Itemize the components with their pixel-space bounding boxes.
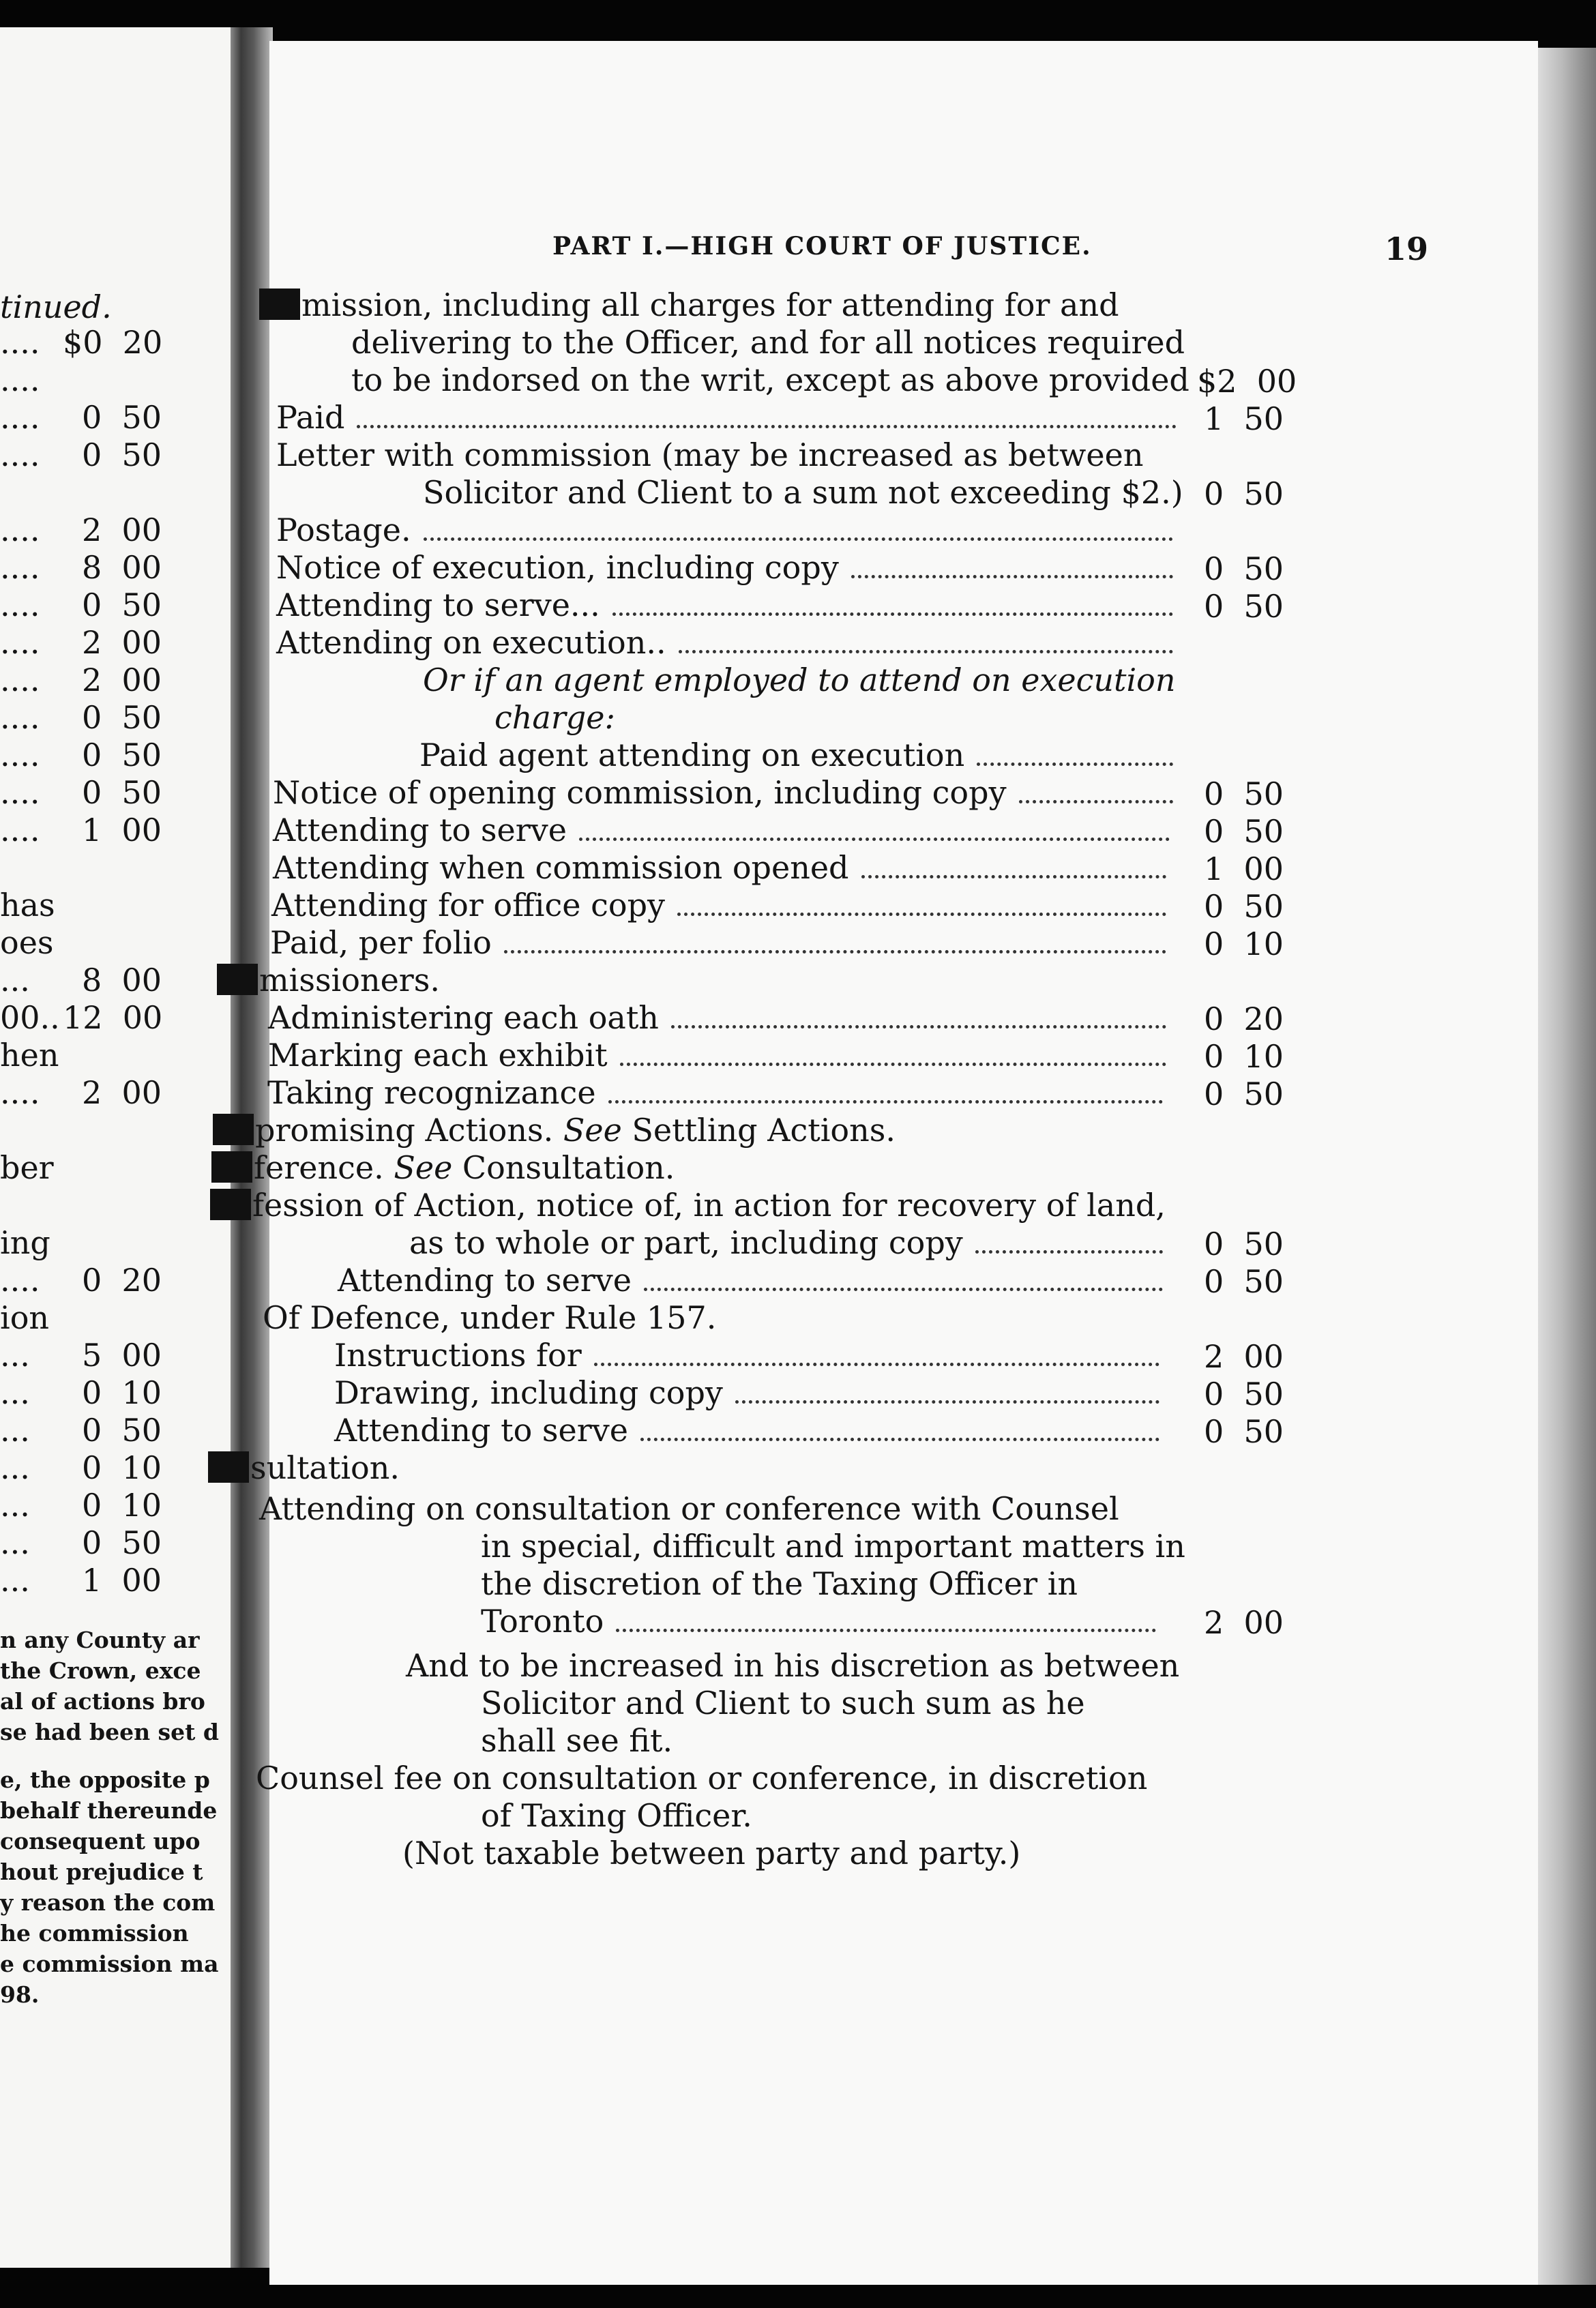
tariff-line — [256, 1760, 1147, 1796]
tariff-line-text: Paid, per folio — [270, 924, 492, 961]
left-page-row-text: .... — [0, 624, 40, 661]
running-head: PART I.—HIGH COURT OF JUSTICE. — [552, 232, 1092, 261]
left-page-row-text: .... — [0, 587, 40, 623]
dot-leader — [735, 1400, 1159, 1404]
tariff-line — [259, 1490, 1119, 1527]
left-page-row-amount: 8 00 — [82, 549, 162, 586]
tariff-line-text: And to be increased in his discretion as between — [406, 1647, 1180, 1684]
left-page-row-amount: 2 00 — [82, 662, 162, 698]
left-page-row-text: ber — [0, 1149, 54, 1186]
see-reference-target: Consultation. — [452, 1149, 675, 1186]
tariff-line-text: Taking recognizance — [267, 1074, 596, 1111]
fee-amount: 1 50 — [1204, 400, 1284, 437]
left-page-row-text: .... — [0, 812, 40, 848]
left-page-fragment — [0, 27, 239, 2268]
dot-leader — [975, 1250, 1163, 1254]
heading-initial-mark — [213, 1114, 254, 1145]
left-page-footnote-line: se had been set d — [0, 1719, 219, 1745]
tariff-line-text: promising Actions. — [255, 1112, 554, 1149]
tariff-line — [409, 1224, 963, 1261]
page-edge — [1538, 48, 1596, 2285]
tariff-line-text: delivering to the Officer, and for all notices required — [351, 324, 1185, 361]
tariff-line-text: of Taxing Officer. — [481, 1797, 752, 1834]
tariff-line — [423, 662, 1176, 698]
left-page-row-amount: 0 50 — [82, 399, 162, 436]
left-page-row-text: .... — [0, 437, 40, 473]
left-page-row-amount: 0 50 — [82, 1524, 162, 1561]
left-page-row-amount: 0 50 — [82, 774, 162, 811]
tariff-line — [276, 624, 666, 661]
dot-leader — [679, 650, 1173, 653]
dot-leader — [424, 537, 1173, 541]
tariff-line — [334, 1337, 582, 1374]
tariff-line-text: (Not taxable between party and party.) — [402, 1835, 1021, 1871]
left-page-row-amount: 0 10 — [82, 1374, 162, 1411]
tariff-line-text: in special, difficult and important matters in — [481, 1528, 1185, 1565]
tariff-line — [481, 1565, 1078, 1602]
tariff-line — [273, 774, 1007, 811]
left-page-footnote-line: behalf thereunde — [0, 1797, 218, 1824]
tariff-line — [217, 962, 440, 998]
fee-amount: 0 50 — [1204, 1226, 1284, 1262]
fee-amount: 0 50 — [1204, 1076, 1284, 1112]
left-page-row-text: .... — [0, 1074, 40, 1111]
left-page-row-amount: 0 20 — [82, 1262, 162, 1299]
fee-amount: 0 50 — [1204, 475, 1284, 512]
left-page-footnote-line: e commission ma — [0, 1951, 219, 1977]
tariff-line — [263, 1299, 716, 1336]
tariff-line-text: Attending on consultation or conference with Counsel — [259, 1490, 1119, 1527]
tariff-line-text: Attending on execution.. — [276, 624, 666, 661]
tariff-line-text: Notice of opening commission, including copy — [273, 774, 1007, 811]
tariff-line — [402, 1835, 1020, 1871]
left-page-footnote-line: 98. — [0, 1981, 40, 2008]
left-page-row-text: ... — [0, 1524, 30, 1561]
tariff-line — [351, 324, 1185, 361]
tariff-line-text: Administering each oath — [268, 999, 659, 1036]
tariff-line-text: Letter with commission (may be increased as between — [276, 437, 1144, 473]
tariff-line-text: Attending to serve — [338, 1262, 632, 1299]
tariff-line-text: Attending to serve — [273, 812, 567, 848]
heading-initial-mark — [211, 1151, 252, 1183]
left-page-footnote-line: n any County ar — [0, 1627, 200, 1653]
tariff-line-text: Of Defence, under Rule 157. — [263, 1299, 717, 1336]
tariff-line-text: the discretion of the Taxing Officer in — [481, 1565, 1078, 1602]
dot-leader — [644, 1288, 1163, 1291]
left-page-row-amount: 1 00 — [82, 1562, 162, 1599]
tariff-line — [267, 1074, 596, 1111]
tariff-line — [273, 812, 567, 848]
tariff-line — [481, 1685, 1085, 1721]
left-page-row-amount: 0 50 — [82, 437, 162, 473]
fee-amount: 0 50 — [1204, 1376, 1284, 1412]
left-page-row-text: ... — [0, 962, 30, 998]
left-page-row-text: ... — [0, 1449, 30, 1486]
left-page-row-text: .... — [0, 324, 40, 361]
left-page-row-text: ... — [0, 1412, 30, 1449]
see-reference-target: Settling Actions. — [621, 1112, 896, 1149]
tariff-line — [338, 1262, 632, 1299]
dot-leader — [977, 763, 1173, 766]
fee-amount: 0 50 — [1204, 1413, 1284, 1450]
tariff-line-text: Solicitor and Client to such sum as he — [481, 1685, 1085, 1721]
tariff-line-text: missioners. — [259, 962, 441, 998]
left-page-row-text: .... — [0, 774, 40, 811]
tariff-line-text: Attending to serve... — [276, 587, 600, 623]
left-page-row-amount: 0 50 — [82, 737, 162, 773]
tariff-line-text: Instructions for — [334, 1337, 582, 1374]
fee-amount: 0 50 — [1204, 550, 1284, 587]
tariff-line-text: Marking each exhibit — [268, 1037, 608, 1074]
tariff-line — [208, 1449, 400, 1486]
tariff-line — [270, 924, 492, 961]
tariff-line-text: Toronto — [481, 1603, 604, 1640]
dot-leader — [640, 1438, 1159, 1441]
left-page-footnote-line: the Crown, exce — [0, 1657, 201, 1684]
left-page-row-text: ... — [0, 1562, 30, 1599]
dot-leader — [608, 1100, 1163, 1104]
left-page-row-amount: 12 00 — [63, 999, 163, 1036]
left-page-row-text: ... — [0, 1374, 30, 1411]
tariff-line — [481, 1722, 673, 1759]
left-page-row-amount: 5 00 — [82, 1337, 162, 1374]
left-page-footnote-line: e, the opposite p — [0, 1766, 210, 1793]
tariff-line-text: fession of Action, notice of, in action for recovery of land, — [252, 1187, 1166, 1224]
dot-leader — [616, 1629, 1156, 1632]
dot-leader — [579, 838, 1170, 841]
left-page-row-text: 00.. — [0, 999, 60, 1036]
left-page-row-amount: 2 00 — [82, 624, 162, 661]
tariff-line-text: Paid — [276, 399, 345, 436]
heading-initial-mark — [259, 288, 300, 320]
left-page-row-text: .... — [0, 549, 40, 586]
dot-leader — [620, 1063, 1166, 1066]
tariff-line — [210, 1187, 1166, 1224]
dot-leader — [357, 425, 1177, 428]
fee-amount: 0 50 — [1204, 888, 1284, 925]
tariff-line — [268, 999, 659, 1036]
left-page-row-amount: 2 00 — [82, 1074, 162, 1111]
tariff-line — [494, 699, 615, 736]
tariff-line-text: Postage. — [276, 512, 411, 548]
fee-amount: 0 10 — [1204, 1038, 1284, 1075]
tariff-line-text: Drawing, including copy — [334, 1374, 723, 1411]
left-page-row-amount: 1 00 — [82, 812, 162, 848]
dot-leader — [671, 1025, 1166, 1029]
left-page-row-text: .... — [0, 737, 40, 773]
tariff-line — [481, 1528, 1185, 1565]
tariff-line-text: shall see fit. — [481, 1722, 673, 1759]
heading-initial-mark — [217, 964, 258, 995]
fee-amount: 0 50 — [1204, 775, 1284, 812]
left-page-row-text: ion — [0, 1299, 50, 1336]
tariff-line-text: Paid agent attending on execution — [419, 737, 965, 773]
heading-initial-mark — [208, 1451, 249, 1483]
tariff-line — [334, 1374, 723, 1411]
tariff-line — [406, 1647, 1179, 1684]
fee-amount: 2 00 — [1204, 1604, 1284, 1641]
left-page-row-amount: 0 50 — [82, 699, 162, 736]
left-page-row-amount: 0 10 — [82, 1449, 162, 1486]
tariff-line — [276, 399, 344, 436]
fee-amount: 1 00 — [1204, 850, 1284, 887]
fee-amount: $2 00 — [1197, 363, 1297, 400]
dot-leader — [594, 1363, 1159, 1366]
tariff-line — [419, 737, 964, 773]
left-page-footnote-line: hout prejudice t — [0, 1859, 203, 1885]
left-page-row-text: has — [0, 887, 55, 923]
tariff-line — [276, 512, 411, 548]
tariff-line — [213, 1112, 896, 1149]
tariff-line — [271, 887, 665, 923]
left-page-row-text: ing — [0, 1224, 50, 1261]
tariff-line-text: to be indorsed on the writ, except as above provided — [351, 361, 1189, 398]
fee-amount: 0 10 — [1204, 926, 1284, 962]
tariff-line-text: Notice of execution, including copy — [276, 549, 839, 586]
left-page-row-amount: $0 20 — [63, 324, 163, 361]
tariff-line-text: sultation. — [250, 1449, 400, 1486]
left-page-row-amount: 0 50 — [82, 1412, 162, 1449]
tariff-line-text: mission, including all charges for attending for and — [301, 286, 1119, 323]
left-page-row-text: .... — [0, 361, 40, 398]
dot-leader — [1019, 800, 1173, 803]
tariff-line — [268, 1037, 608, 1074]
left-page-row-amount: 0 10 — [82, 1487, 162, 1524]
dot-leader — [851, 575, 1173, 578]
tariff-line-text: charge: — [494, 699, 615, 736]
left-page-heading: tinued. — [0, 288, 112, 325]
left-page-row-text: ... — [0, 1487, 30, 1524]
fee-amount: 2 00 — [1204, 1338, 1284, 1375]
dot-leader — [677, 913, 1166, 916]
left-page-row-amount: 2 00 — [82, 512, 162, 548]
left-page-row-text: .... — [0, 699, 40, 736]
see-reference-label: See — [394, 1149, 453, 1186]
tariff-line-text: ference. — [254, 1149, 384, 1186]
page-number: 19 — [1385, 231, 1429, 267]
tariff-line-text: Attending for office copy — [271, 887, 665, 923]
fee-amount: 0 50 — [1204, 813, 1284, 850]
tariff-line — [259, 286, 1119, 323]
left-page-row-text: .... — [0, 1262, 40, 1299]
tariff-line — [276, 549, 839, 586]
tariff-line-text: Attending to serve — [334, 1412, 628, 1449]
tariff-line — [273, 849, 849, 886]
fee-amount: 0 50 — [1204, 588, 1284, 625]
heading-initial-mark — [210, 1189, 251, 1220]
left-page-row-amount: 8 00 — [82, 962, 162, 998]
tariff-line-text: Solicitor and Client to a sum not exceeding $2.) — [423, 474, 1183, 511]
left-page-row-text: .... — [0, 399, 40, 436]
tariff-line — [481, 1603, 604, 1640]
fee-amount: 0 50 — [1204, 1263, 1284, 1300]
tariff-line — [276, 437, 1143, 473]
left-page-footnote-line: consequent upo — [0, 1828, 201, 1854]
left-page-footnote-line: he commission — [0, 1920, 189, 1947]
fee-amount: 0 20 — [1204, 1001, 1284, 1037]
tariff-line — [423, 474, 1183, 511]
left-page-row-text: hen — [0, 1037, 59, 1074]
left-page-row-text: ... — [0, 1337, 30, 1374]
tariff-line-text: Attending when commission opened — [273, 849, 849, 886]
left-page-row-text: oes — [0, 924, 54, 961]
dot-leader — [612, 612, 1173, 616]
see-reference-label: See — [563, 1112, 622, 1149]
dot-leader — [504, 950, 1166, 953]
tariff-line — [211, 1149, 675, 1186]
tariff-line — [351, 361, 1189, 398]
tariff-line-text: as to whole or part, including copy — [409, 1224, 963, 1261]
left-page-footnote-line: y reason the com — [0, 1889, 216, 1916]
left-page-row-text: .... — [0, 512, 40, 548]
left-page-footnote-line: al of actions bro — [0, 1688, 205, 1715]
left-page-row-text: .... — [0, 662, 40, 698]
tariff-line-text: Or if an agent employed to attend on execution — [423, 662, 1176, 698]
left-page-row-amount: 0 50 — [82, 587, 162, 623]
dot-leader — [861, 875, 1167, 878]
tariff-line — [276, 587, 600, 623]
tariff-line — [334, 1412, 628, 1449]
tariff-line — [481, 1797, 752, 1834]
tariff-line-text: Counsel fee on consultation or conference, in discretion — [256, 1760, 1148, 1796]
